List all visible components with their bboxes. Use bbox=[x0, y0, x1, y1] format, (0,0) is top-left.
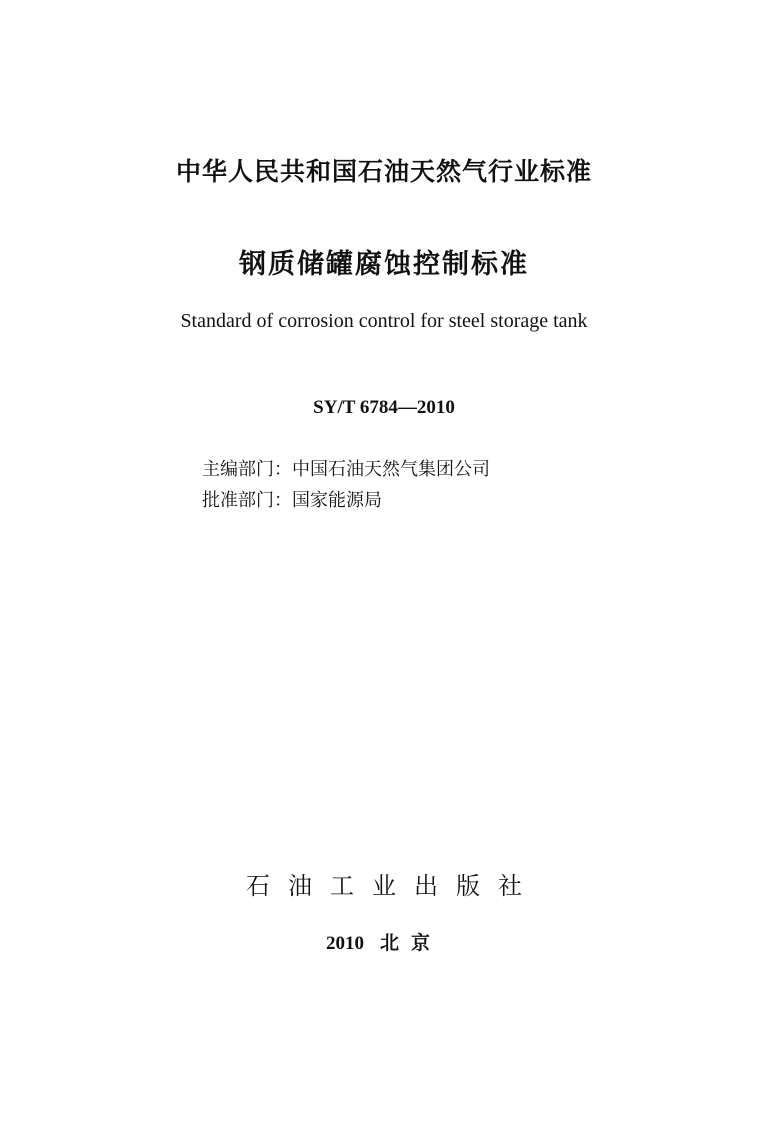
approver-department: 批准部门：国家能源局 bbox=[202, 490, 382, 511]
industry-standard-heading: 中华人民共和国石油天然气行业标准 bbox=[175, 157, 592, 186]
editor-department: 主编部门：中国石油天然气集团公司 bbox=[202, 459, 490, 480]
publication-imprint bbox=[0, 928, 768, 955]
publisher-name: 石油工业出版社 bbox=[246, 872, 540, 900]
publication-year: 2010 bbox=[325, 933, 364, 954]
document-title-chinese: 钢质储罐腐蚀控制标准 bbox=[239, 249, 529, 280]
document-title-english: Standard of corrosion control for steel storage tank bbox=[180, 310, 588, 332]
publication-city: 北京 bbox=[379, 932, 442, 954]
standard-number: SY/T 6784—2010 bbox=[313, 397, 455, 418]
